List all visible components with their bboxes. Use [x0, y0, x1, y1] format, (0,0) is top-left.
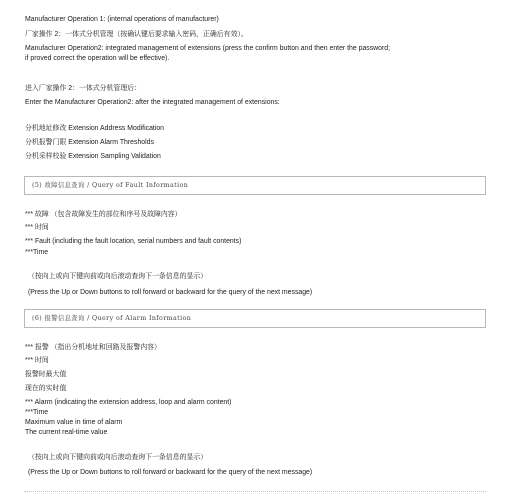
intro-line-3: Manufacturer Operation2: integrated management of extensions (press the confirm button and then enter the password;: [25, 45, 391, 52]
alarm-line-realtime-cn: 现在的实时值: [25, 385, 67, 392]
feature-address-modification: 分机地址修改 Extension Address Modification: [25, 125, 165, 132]
feature-sampling-validation: 分机采样校验 Extension Sampling Validation: [25, 153, 161, 160]
fault-scroll-note-en: (Press the Up or Down buttons to roll forward or backward for the query of the next message): [28, 289, 313, 296]
feature-alarm-thresholds: 分机报警门限 Extension Alarm Thresholds: [25, 139, 154, 146]
fault-line-fault-cn: *** 故障 （包含故障发生的部位和序号及故障内容）: [25, 211, 182, 218]
alarm-line-realtime-en: The current real-time value: [25, 429, 108, 436]
alarm-query-section-box: [24, 309, 486, 328]
alarm-line-time-cn: *** 时间: [25, 357, 49, 364]
alarm-query-title: (6) 报警信息查询 / Query of Alarm Information: [32, 315, 192, 322]
enter-heading-cn: 进入厂家操作 2：一体式分机管理后：: [25, 85, 141, 92]
alarm-line-time-en: ***Time: [25, 409, 49, 416]
alarm-scroll-note-en: (Press the Up or Down buttons to roll forward or backward for the query of the next message): [28, 469, 313, 476]
intro-line-2: 厂家操作 2：一体式分机管理（按确认键后要求输入密码，正确后有效）。: [25, 31, 248, 38]
intro-line-1: Manufacturer Operation 1: (internal operations of manufacturer): [25, 16, 219, 23]
fault-scroll-note-cn: （按向上或向下键向前或向后滚动查询下一条信息的显示）: [28, 273, 208, 280]
fault-query-section-box: [24, 176, 486, 195]
fault-line-time-cn: *** 时间: [25, 224, 49, 231]
intro-line-4: if proved correct the operation will be effective).: [25, 55, 170, 62]
page-bottom-divider: [24, 491, 486, 492]
fault-line-fault-en: *** Fault (including the fault location, serial numbers and fault contents): [25, 238, 242, 245]
enter-heading-en: Enter the Manufacturer Operation2: after the integrated management of extensions:: [25, 99, 280, 106]
fault-query-title: (5) 故障信息查询 / Query of Fault Information: [32, 182, 189, 189]
alarm-line-alarm-cn: *** 报警 （指出分机地址和回路及报警内容）: [25, 344, 161, 351]
alarm-scroll-note-cn: （按向上或向下键向前或向后滚动查询下一条信息的显示）: [28, 454, 208, 461]
alarm-line-max-value-en: Maximum value in time of alarm: [25, 419, 123, 426]
fault-line-time-en: ***Time: [25, 249, 49, 256]
alarm-line-max-value-cn: 报警时最大值: [25, 371, 67, 378]
alarm-line-alarm-en: *** Alarm (indicating the extension address, loop and alarm content): [25, 399, 232, 406]
